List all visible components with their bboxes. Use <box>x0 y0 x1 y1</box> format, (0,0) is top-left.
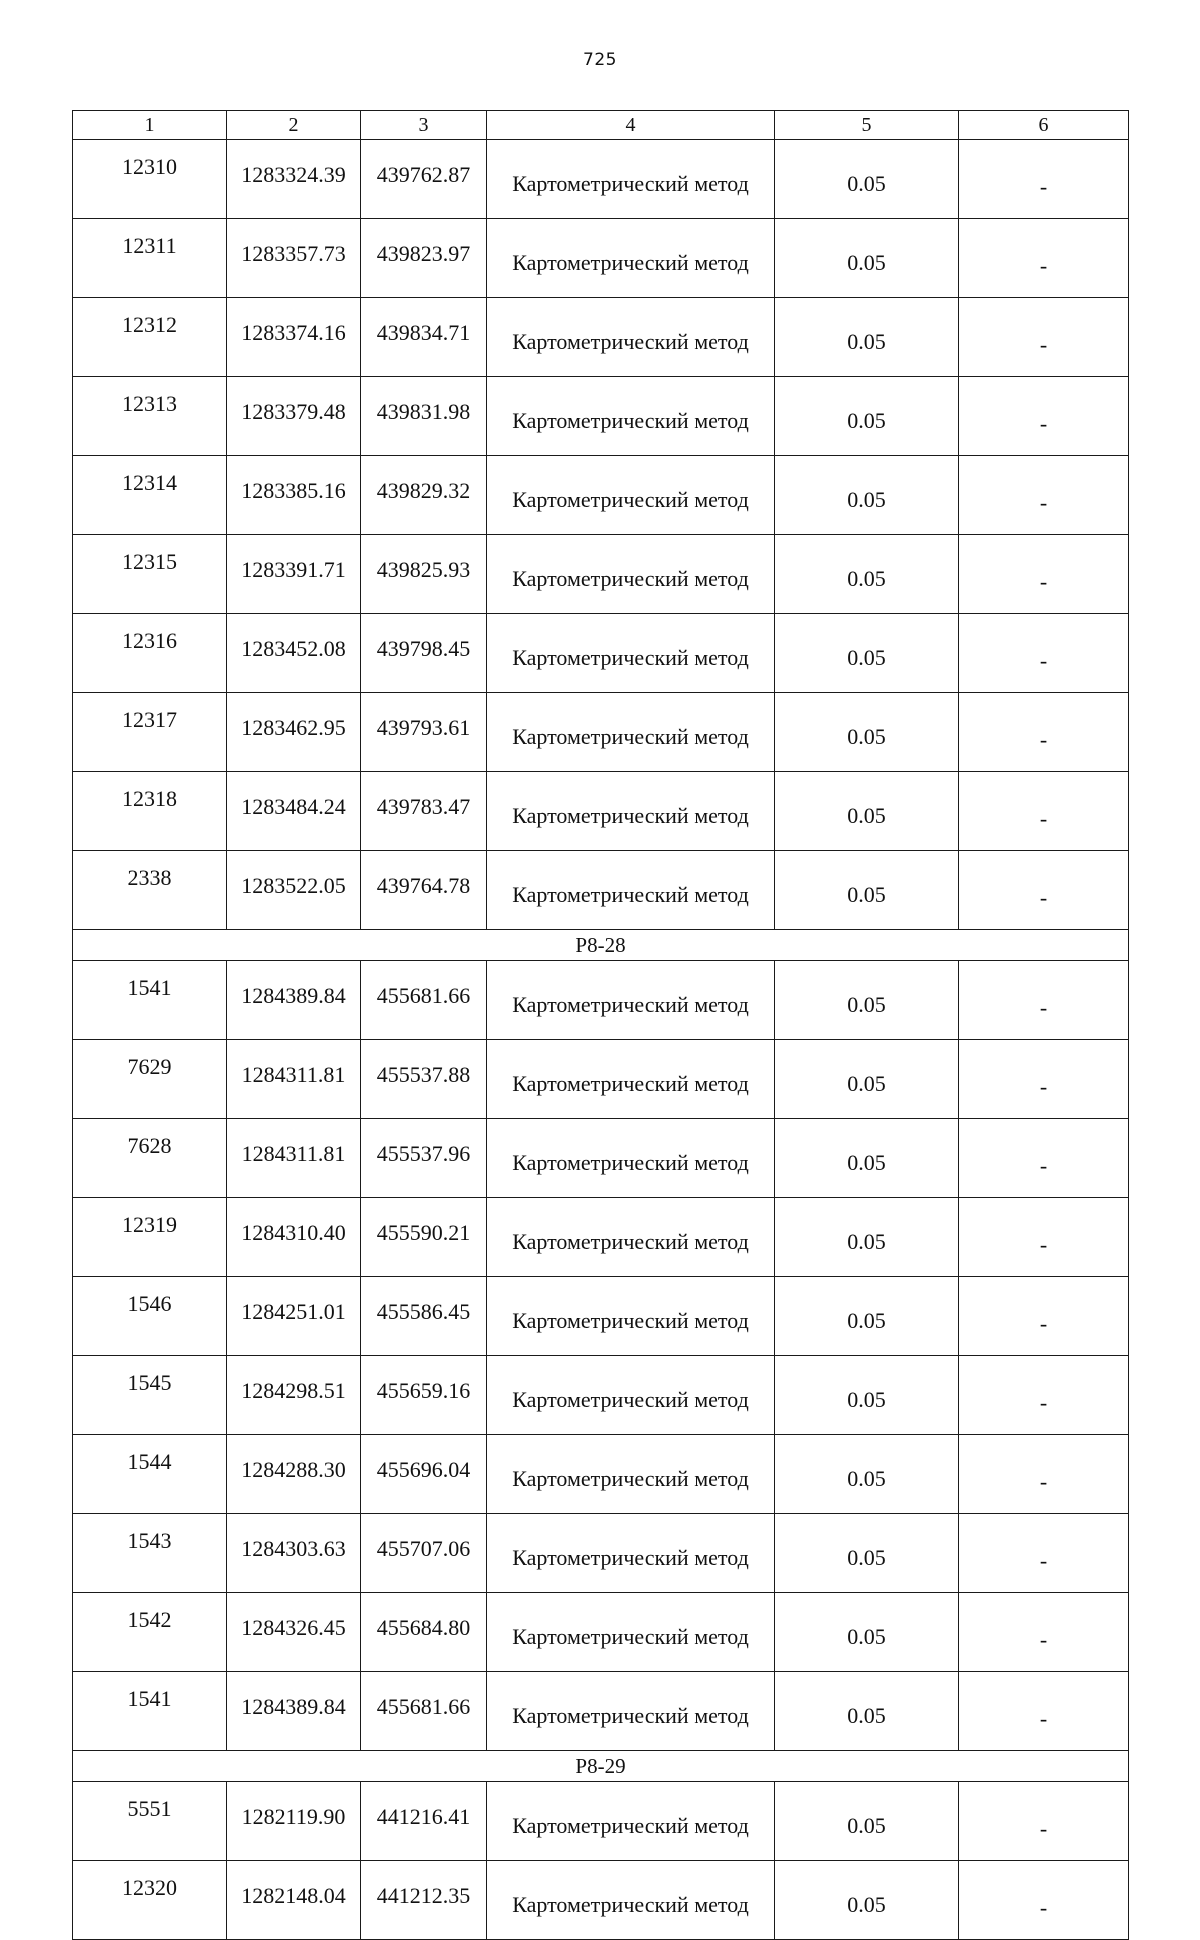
accuracy-cell: 0.05 <box>775 693 959 772</box>
note-cell: - <box>959 377 1129 456</box>
x-coordinate-cell: 1284298.51 <box>227 1356 361 1435</box>
x-coordinate-cell: 1284311.81 <box>227 1119 361 1198</box>
method-cell: Картометрический метод <box>487 1198 775 1277</box>
point-number-cell: 12317 <box>73 693 227 772</box>
accuracy-cell: 0.05 <box>775 1356 959 1435</box>
method-cell: Картометрический метод <box>487 1435 775 1514</box>
table-body <box>73 111 1129 1940</box>
y-coordinate-cell: 441212.35 <box>361 1861 487 1940</box>
point-number-cell: 12310 <box>73 140 227 219</box>
table-row <box>73 1198 1129 1277</box>
point-number-cell: 7628 <box>73 1119 227 1198</box>
note-cell: - <box>959 1514 1129 1593</box>
column-header: 1 <box>73 111 227 140</box>
method-cell: Картометрический метод <box>487 1782 775 1861</box>
point-number-cell: 12313 <box>73 377 227 456</box>
point-number-cell: 12320 <box>73 1861 227 1940</box>
accuracy-cell: 0.05 <box>775 1861 959 1940</box>
note-cell: - <box>959 140 1129 219</box>
accuracy-cell: 0.05 <box>775 772 959 851</box>
accuracy-cell: 0.05 <box>775 851 959 930</box>
point-number-cell: 1545 <box>73 1356 227 1435</box>
table-row <box>73 851 1129 930</box>
table-row <box>73 1435 1129 1514</box>
note-cell: - <box>959 1119 1129 1198</box>
y-coordinate-cell: 455590.21 <box>361 1198 487 1277</box>
table-row <box>73 1782 1129 1861</box>
method-cell: Картометрический метод <box>487 1861 775 1940</box>
note-cell: - <box>959 1198 1129 1277</box>
table-row <box>73 1119 1129 1198</box>
method-cell: Картометрический метод <box>487 1119 775 1198</box>
table-row <box>73 614 1129 693</box>
note-cell: - <box>959 1672 1129 1751</box>
accuracy-cell: 0.05 <box>775 535 959 614</box>
column-header: 4 <box>487 111 775 140</box>
table-row <box>73 961 1129 1040</box>
x-coordinate-cell: 1284389.84 <box>227 961 361 1040</box>
method-cell: Картометрический метод <box>487 1040 775 1119</box>
method-cell: Картометрический метод <box>487 614 775 693</box>
note-cell: - <box>959 693 1129 772</box>
point-number-cell: 5551 <box>73 1782 227 1861</box>
y-coordinate-cell: 439783.47 <box>361 772 487 851</box>
section-title-row <box>73 930 1129 961</box>
note-cell: - <box>959 614 1129 693</box>
y-coordinate-cell: 441216.41 <box>361 1782 487 1861</box>
note-cell: - <box>959 961 1129 1040</box>
point-number-cell: 12316 <box>73 614 227 693</box>
section-title: Р8-28 <box>73 930 1129 961</box>
method-cell: Картометрический метод <box>487 772 775 851</box>
x-coordinate-cell: 1284389.84 <box>227 1672 361 1751</box>
x-coordinate-cell: 1283374.16 <box>227 298 361 377</box>
note-cell: - <box>959 1861 1129 1940</box>
y-coordinate-cell: 439831.98 <box>361 377 487 456</box>
table-row <box>73 1514 1129 1593</box>
table-row <box>73 693 1129 772</box>
section-title: Р8-29 <box>73 1751 1129 1782</box>
x-coordinate-cell: 1283522.05 <box>227 851 361 930</box>
y-coordinate-cell: 439825.93 <box>361 535 487 614</box>
x-coordinate-cell: 1284251.01 <box>227 1277 361 1356</box>
method-cell: Картометрический метод <box>487 961 775 1040</box>
x-coordinate-cell: 1282119.90 <box>227 1782 361 1861</box>
y-coordinate-cell: 439764.78 <box>361 851 487 930</box>
method-cell: Картометрический метод <box>487 851 775 930</box>
note-cell: - <box>959 1277 1129 1356</box>
x-coordinate-cell: 1284288.30 <box>227 1435 361 1514</box>
accuracy-cell: 0.05 <box>775 1514 959 1593</box>
note-cell: - <box>959 456 1129 535</box>
y-coordinate-cell: 455684.80 <box>361 1593 487 1672</box>
y-coordinate-cell: 439823.97 <box>361 219 487 298</box>
accuracy-cell: 0.05 <box>775 1672 959 1751</box>
point-number-cell: 12312 <box>73 298 227 377</box>
method-cell: Картометрический метод <box>487 693 775 772</box>
accuracy-cell: 0.05 <box>775 1277 959 1356</box>
accuracy-cell: 0.05 <box>775 961 959 1040</box>
accuracy-cell: 0.05 <box>775 377 959 456</box>
x-coordinate-cell: 1284311.81 <box>227 1040 361 1119</box>
section-title-row <box>73 1751 1129 1782</box>
y-coordinate-cell: 455707.06 <box>361 1514 487 1593</box>
note-cell: - <box>959 219 1129 298</box>
y-coordinate-cell: 455537.96 <box>361 1119 487 1198</box>
x-coordinate-cell: 1284303.63 <box>227 1514 361 1593</box>
x-coordinate-cell: 1283484.24 <box>227 772 361 851</box>
note-cell: - <box>959 1593 1129 1672</box>
table-row <box>73 377 1129 456</box>
accuracy-cell: 0.05 <box>775 140 959 219</box>
table-row <box>73 1040 1129 1119</box>
table-row <box>73 219 1129 298</box>
y-coordinate-cell: 439834.71 <box>361 298 487 377</box>
point-number-cell: 1544 <box>73 1435 227 1514</box>
x-coordinate-cell: 1283357.73 <box>227 219 361 298</box>
method-cell: Картометрический метод <box>487 377 775 456</box>
y-coordinate-cell: 455537.88 <box>361 1040 487 1119</box>
y-coordinate-cell: 439829.32 <box>361 456 487 535</box>
point-number-cell: 7629 <box>73 1040 227 1119</box>
note-cell: - <box>959 535 1129 614</box>
page-number: 725 <box>583 50 617 70</box>
table-row <box>73 298 1129 377</box>
accuracy-cell: 0.05 <box>775 614 959 693</box>
table-row <box>73 1277 1129 1356</box>
y-coordinate-cell: 455681.66 <box>361 1672 487 1751</box>
table-row <box>73 140 1129 219</box>
method-cell: Картометрический метод <box>487 535 775 614</box>
table-row <box>73 1593 1129 1672</box>
x-coordinate-cell: 1283452.08 <box>227 614 361 693</box>
x-coordinate-cell: 1284326.45 <box>227 1593 361 1672</box>
method-cell: Картометрический метод <box>487 298 775 377</box>
point-number-cell: 1542 <box>73 1593 227 1672</box>
coordinates-table <box>72 110 1129 1940</box>
column-header: 6 <box>959 111 1129 140</box>
x-coordinate-cell: 1283462.95 <box>227 693 361 772</box>
method-cell: Картометрический метод <box>487 140 775 219</box>
note-cell: - <box>959 1435 1129 1514</box>
point-number-cell: 1541 <box>73 1672 227 1751</box>
accuracy-cell: 0.05 <box>775 1593 959 1672</box>
y-coordinate-cell: 439793.61 <box>361 693 487 772</box>
x-coordinate-cell: 1283324.39 <box>227 140 361 219</box>
table-row <box>73 1861 1129 1940</box>
note-cell: - <box>959 1356 1129 1435</box>
column-header: 3 <box>361 111 487 140</box>
accuracy-cell: 0.05 <box>775 456 959 535</box>
point-number-cell: 12314 <box>73 456 227 535</box>
method-cell: Картометрический метод <box>487 219 775 298</box>
accuracy-cell: 0.05 <box>775 1119 959 1198</box>
table-row <box>73 456 1129 535</box>
accuracy-cell: 0.05 <box>775 219 959 298</box>
point-number-cell: 12311 <box>73 219 227 298</box>
y-coordinate-cell: 439762.87 <box>361 140 487 219</box>
accuracy-cell: 0.05 <box>775 1040 959 1119</box>
y-coordinate-cell: 455659.16 <box>361 1356 487 1435</box>
x-coordinate-cell: 1283391.71 <box>227 535 361 614</box>
accuracy-cell: 0.05 <box>775 1198 959 1277</box>
table-header-row <box>73 111 1129 140</box>
table-row <box>73 1672 1129 1751</box>
note-cell: - <box>959 851 1129 930</box>
point-number-cell: 12315 <box>73 535 227 614</box>
x-coordinate-cell: 1283379.48 <box>227 377 361 456</box>
y-coordinate-cell: 439798.45 <box>361 614 487 693</box>
x-coordinate-cell: 1283385.16 <box>227 456 361 535</box>
point-number-cell: 1546 <box>73 1277 227 1356</box>
table-row <box>73 535 1129 614</box>
x-coordinate-cell: 1284310.40 <box>227 1198 361 1277</box>
y-coordinate-cell: 455696.04 <box>361 1435 487 1514</box>
y-coordinate-cell: 455586.45 <box>361 1277 487 1356</box>
method-cell: Картометрический метод <box>487 456 775 535</box>
table-row <box>73 772 1129 851</box>
method-cell: Картометрический метод <box>487 1356 775 1435</box>
note-cell: - <box>959 1040 1129 1119</box>
table-row <box>73 1356 1129 1435</box>
accuracy-cell: 0.05 <box>775 1782 959 1861</box>
y-coordinate-cell: 455681.66 <box>361 961 487 1040</box>
note-cell: - <box>959 1782 1129 1861</box>
method-cell: Картометрический метод <box>487 1514 775 1593</box>
point-number-cell: 12318 <box>73 772 227 851</box>
note-cell: - <box>959 298 1129 377</box>
point-number-cell: 1541 <box>73 961 227 1040</box>
accuracy-cell: 0.05 <box>775 1435 959 1514</box>
method-cell: Картометрический метод <box>487 1593 775 1672</box>
point-number-cell: 2338 <box>73 851 227 930</box>
point-number-cell: 12319 <box>73 1198 227 1277</box>
note-cell: - <box>959 772 1129 851</box>
method-cell: Картометрический метод <box>487 1277 775 1356</box>
column-header: 5 <box>775 111 959 140</box>
point-number-cell: 1543 <box>73 1514 227 1593</box>
x-coordinate-cell: 1282148.04 <box>227 1861 361 1940</box>
method-cell: Картометрический метод <box>487 1672 775 1751</box>
accuracy-cell: 0.05 <box>775 298 959 377</box>
column-header: 2 <box>227 111 361 140</box>
